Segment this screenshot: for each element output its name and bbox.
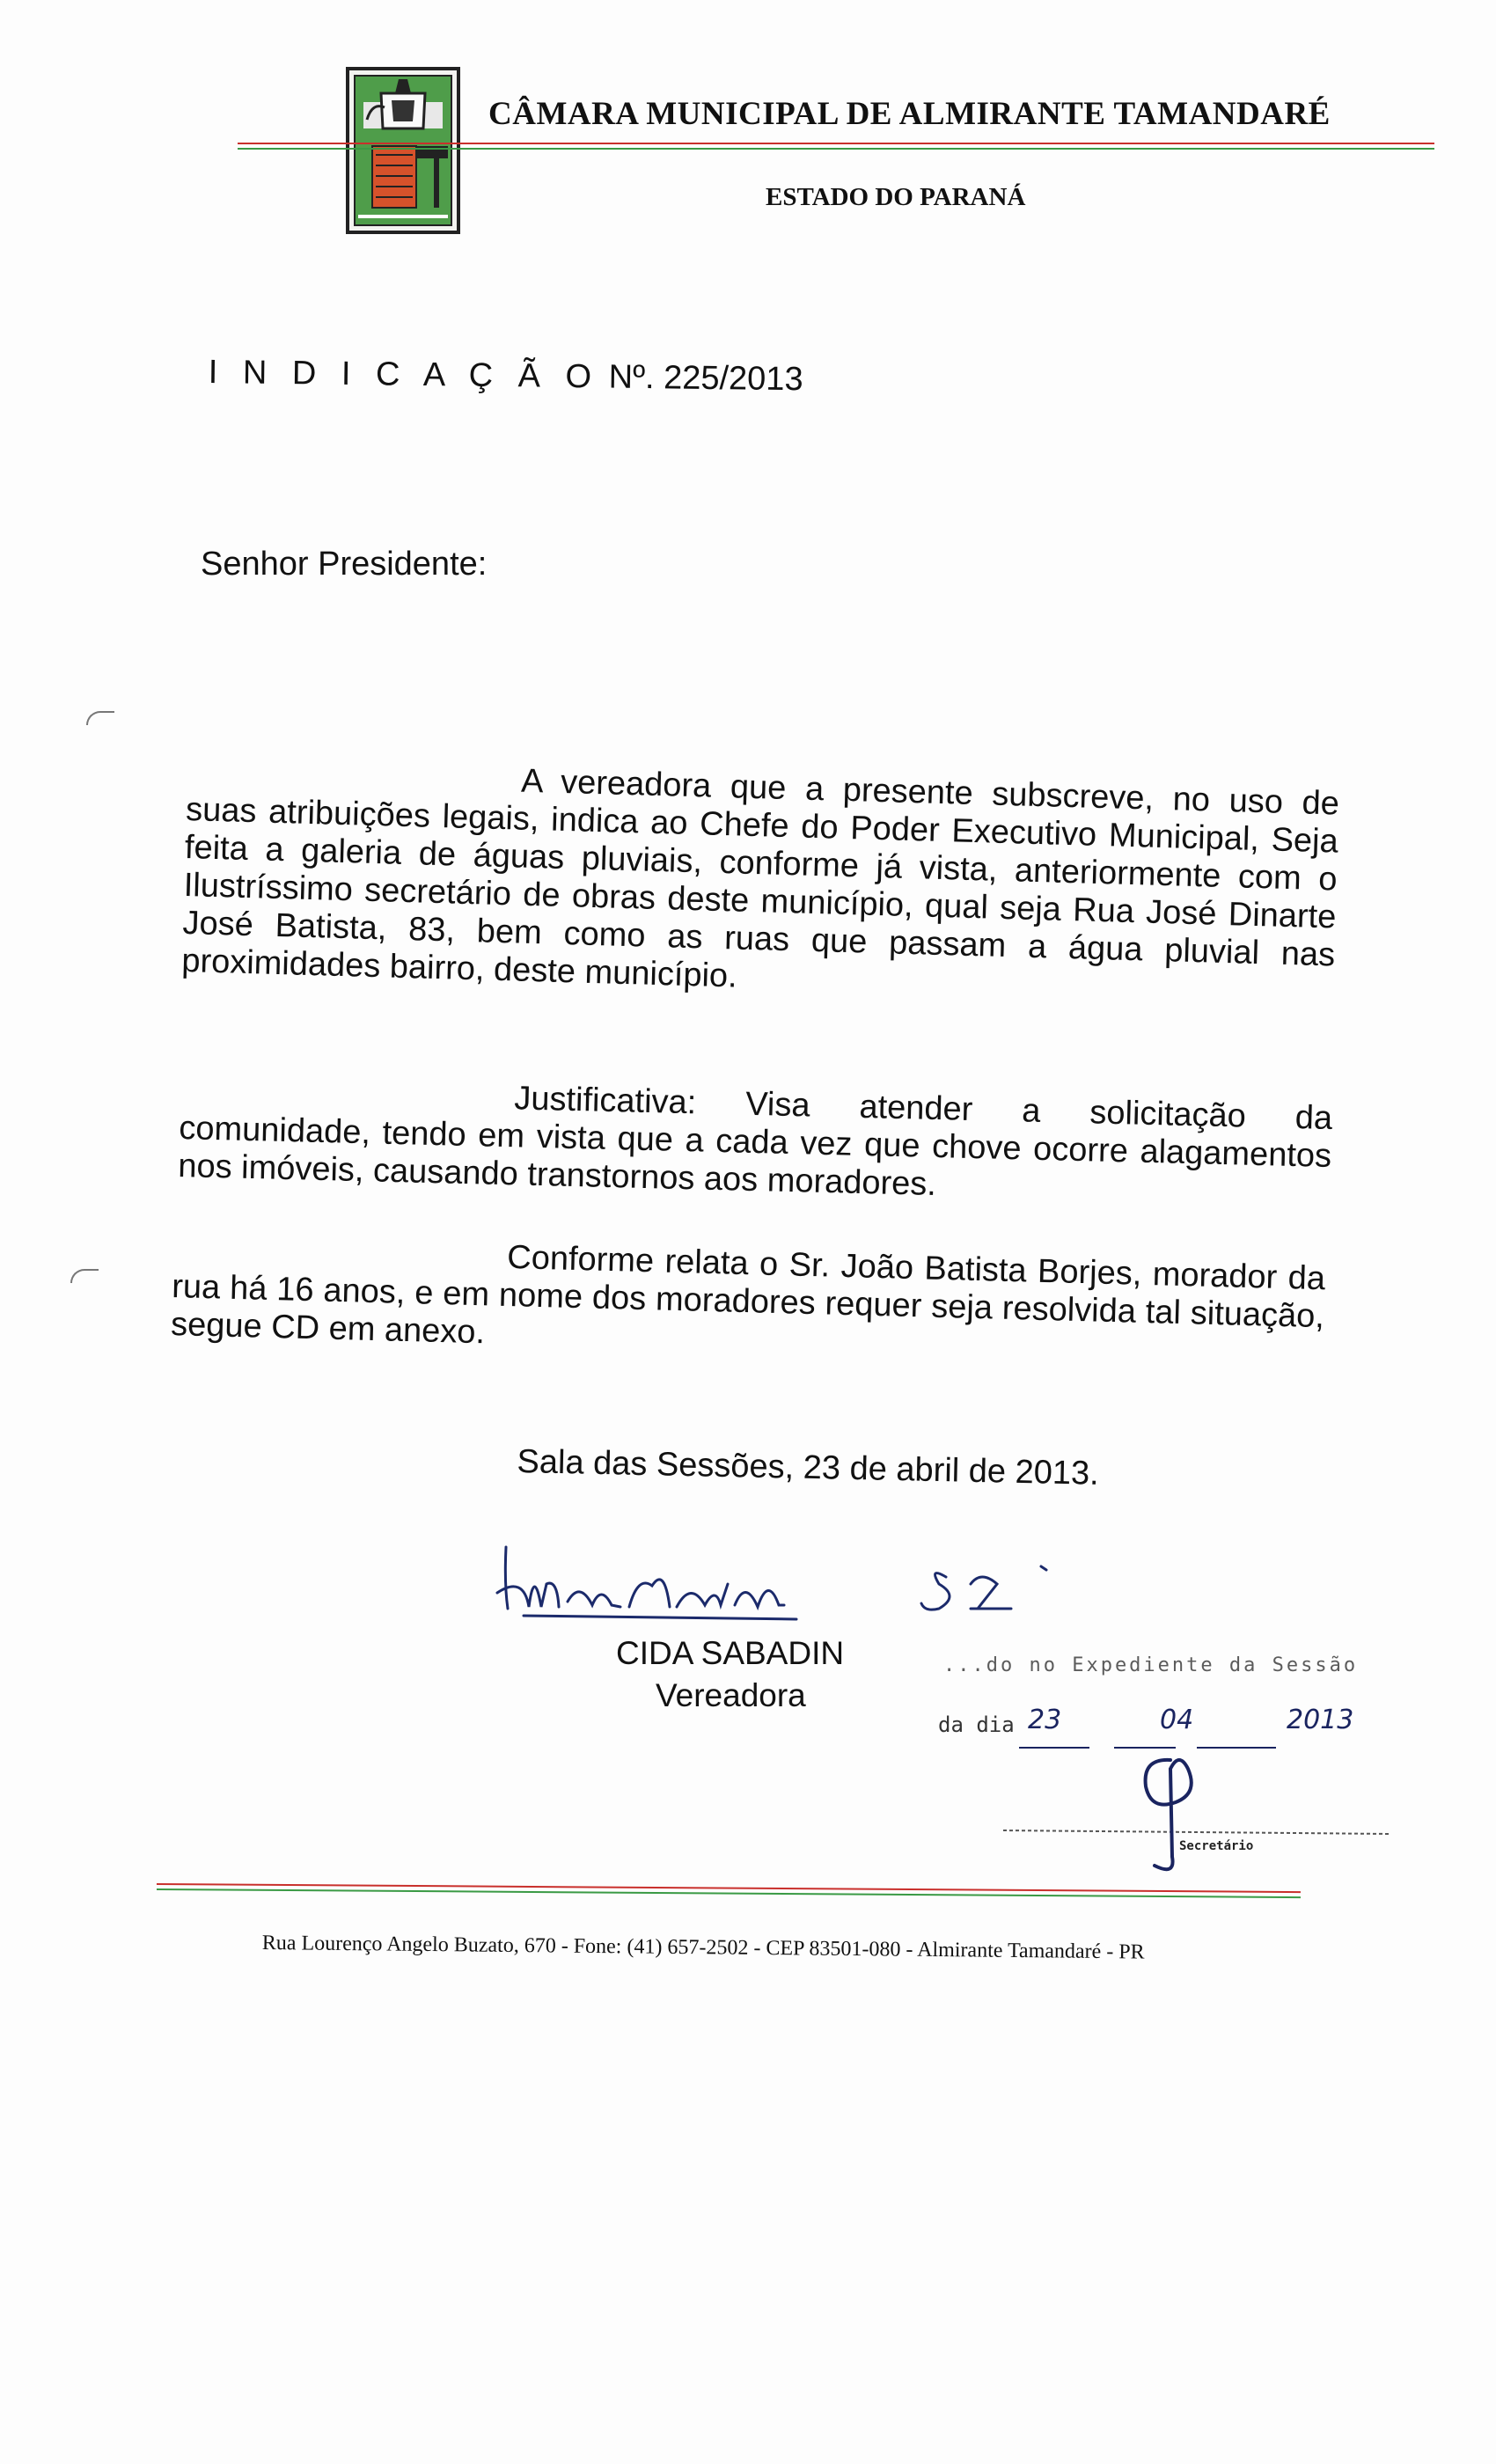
indication-title: I N D I C A Ç Ã O — [208, 354, 600, 396]
state-name: ESTADO DO PARANÁ — [766, 183, 1026, 211]
salutation: Senhor Presidente: — [201, 546, 488, 583]
header-divider-green — [238, 148, 1434, 150]
body-paragraph-justification — [178, 1072, 1333, 1214]
body-paragraph-report — [171, 1230, 1326, 1374]
place-and-date: Sala das Sessões, 23 de abril de 2013. — [517, 1443, 1100, 1492]
body-paragraph-request — [181, 753, 1340, 1012]
stamp-day: 23 — [1028, 1705, 1062, 1735]
paragraph-3-text: Conforme relata o Sr. João Batista Borjes, morador da rua há 16 anos, e em nome dos moradores requer seja resolvida tal situação, segue CD em anexo. — [170, 1238, 1326, 1352]
protocol-stamp — [915, 1646, 1443, 1901]
stamp-role: Secretário — [1179, 1839, 1254, 1853]
municipal-crest-icon — [346, 67, 460, 234]
punch-hole-mark — [70, 1269, 99, 1283]
paragraph-1-text: A vereadora que a presente subscreve, no uso de suas atribuições legais, indica ao Chefe do Poder Executivo Municipal, Seja feita a galeria de águas pluviais, conforme já vista, anteriormente com o Ilustríssimo secretário de obras deste município, qual seja Rua José Dinarte José Batista, 83, bem como as ruas que passam a água pluvial nas proximidades bairro, deste município. — [180, 762, 1340, 995]
header-divider-red — [238, 143, 1434, 144]
signer-name: CIDA SABADIN — [616, 1635, 845, 1671]
paragraph-2-text: Justificativa: Visa atender a solicitação da comunidade, tendo em vista que a cada vez que chove ocorre alagamentos nos imóveis, causando transtornos aos moradores. — [177, 1080, 1333, 1204]
indication-number: Nº. 225/2013 — [608, 358, 803, 399]
handwritten-signature — [488, 1531, 1104, 1628]
signer-role: Vereadora — [656, 1677, 806, 1713]
chamber-name: CÂMARA MUNICIPAL DE ALMIRANTE TAMANDARÉ — [488, 96, 1331, 132]
stamp-year: 2013 — [1287, 1705, 1354, 1735]
footer-address: Rua Lourenço Angelo Buzato, 670 - Fone: (41) 657-2502 - CEP 83501-080 - Almirante Tamandaré - PR — [261, 1932, 1145, 1964]
stamp-month: 04 — [1160, 1705, 1194, 1735]
stamp-heading: ...do no Expediente da Sessão — [943, 1654, 1359, 1676]
punch-hole-mark — [86, 711, 114, 725]
indication-heading — [208, 354, 803, 399]
stamp-date-label: da dia — [938, 1712, 1015, 1737]
